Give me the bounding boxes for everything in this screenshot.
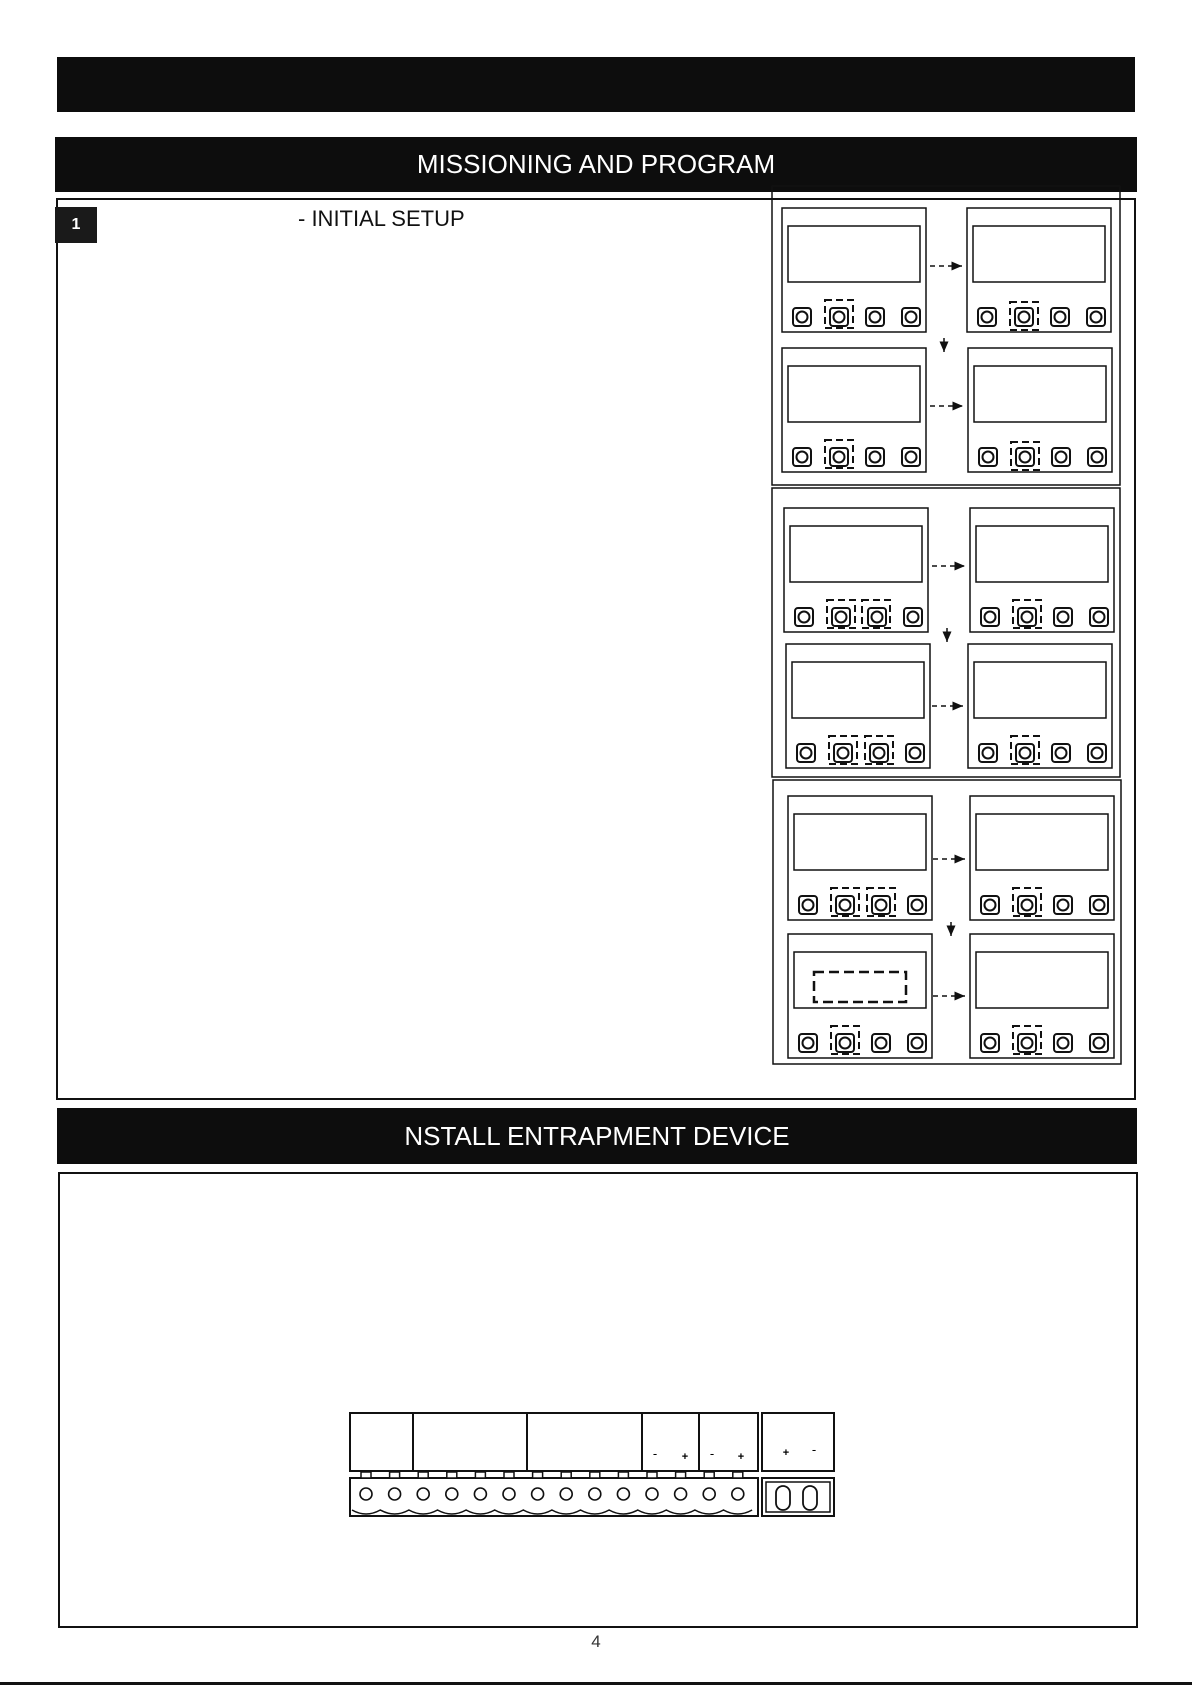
terminal-screw-hole <box>703 1488 715 1500</box>
terminal-screw-hole <box>617 1488 629 1500</box>
device-panel <box>788 796 932 920</box>
terminal-latch <box>361 1472 371 1478</box>
polarity-label: + <box>737 1451 745 1463</box>
device-panel <box>784 508 928 632</box>
device-panel <box>788 934 932 1058</box>
polarity-label: + <box>782 1447 790 1459</box>
step-number-badge: 1 <box>55 207 97 243</box>
polarity-label: - <box>811 1442 817 1457</box>
terminal-latch <box>533 1472 543 1478</box>
polarity-label: - <box>709 1446 715 1461</box>
terminal-screw-hole <box>532 1488 544 1500</box>
entrapment-section-frame <box>58 1172 1138 1628</box>
terminal-screw-hole <box>389 1488 401 1500</box>
terminal-screw-hole <box>417 1488 429 1500</box>
programming-sequence-diagram <box>770 180 1122 1065</box>
terminal-screw-hole <box>589 1488 601 1500</box>
terminal-latch <box>733 1472 743 1478</box>
terminal-screw-hole <box>732 1488 744 1500</box>
terminal-latch <box>590 1472 600 1478</box>
terminal-screw-hole <box>646 1488 658 1500</box>
section-banner-programming: MISSIONING AND PROGRAM <box>55 137 1137 192</box>
polarity-label: + <box>681 1451 689 1463</box>
terminal-latch <box>676 1472 686 1478</box>
device-panel <box>782 348 926 472</box>
section-banner-entrapment: NSTALL ENTRAPMENT DEVICE <box>57 1108 1137 1164</box>
terminal-screw-hole <box>446 1488 458 1500</box>
device-panel <box>970 508 1114 632</box>
terminal-screw-hole <box>360 1488 372 1500</box>
polarity-label: - <box>652 1446 658 1461</box>
terminal-latch <box>390 1472 400 1478</box>
device-panel <box>786 644 930 768</box>
terminal-latch <box>447 1472 457 1478</box>
device-panel <box>970 934 1114 1058</box>
terminal-screw-hole <box>474 1488 486 1500</box>
step-title: - INITIAL SETUP <box>298 206 465 231</box>
terminal-latch <box>504 1472 514 1478</box>
page-number: 4 <box>591 1632 601 1651</box>
header-bar <box>57 57 1135 112</box>
terminal-latch <box>418 1472 428 1478</box>
terminal-latch <box>561 1472 571 1478</box>
terminal-latch <box>618 1472 628 1478</box>
terminal-screw-hole <box>503 1488 515 1500</box>
terminal-screw-hole <box>560 1488 572 1500</box>
device-panel <box>782 208 926 332</box>
device-panel <box>970 796 1114 920</box>
terminal-latch <box>647 1472 657 1478</box>
terminal-block-diagram <box>348 1410 838 1520</box>
device-panel <box>968 644 1112 768</box>
terminal-screw-hole <box>675 1488 687 1500</box>
terminal-latch <box>475 1472 485 1478</box>
terminal-latch <box>704 1472 714 1478</box>
